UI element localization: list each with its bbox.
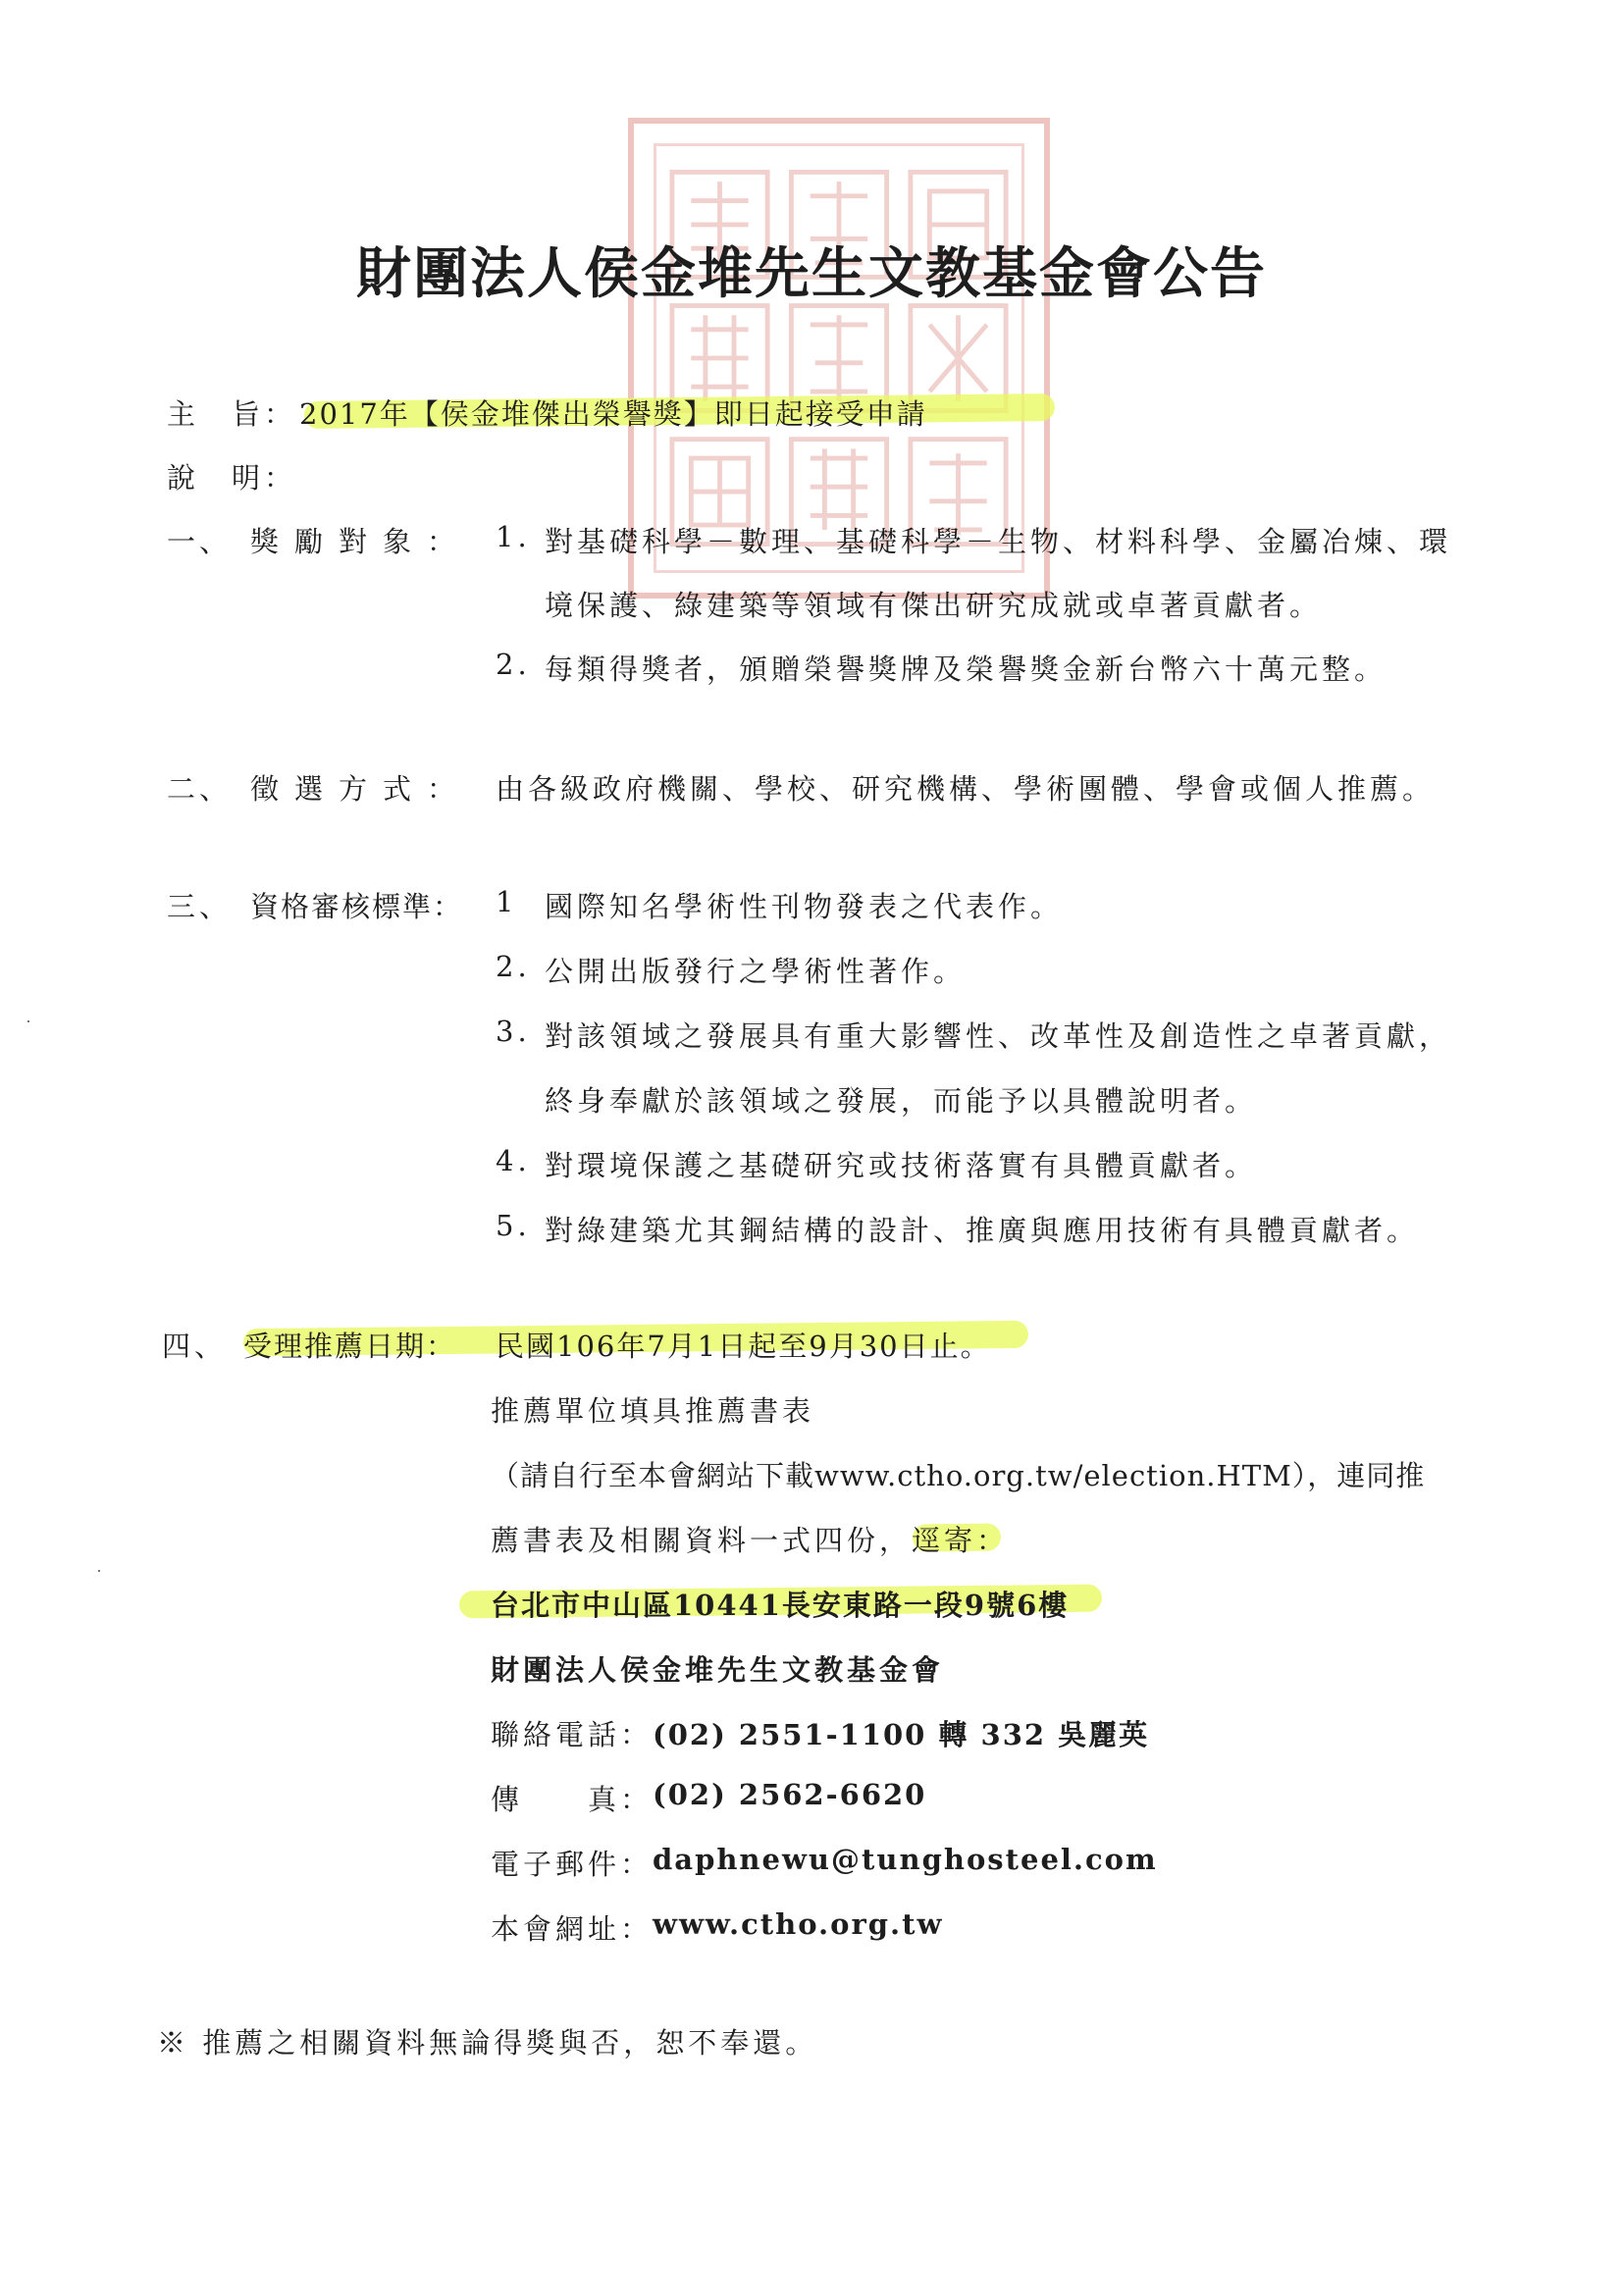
section-3-item-3-line-2: 終身奉獻於該領域之發展，而能予以具體說明者。 <box>545 1084 1258 1118</box>
section-3-item-3-number: 3. <box>496 1015 531 1048</box>
section-4-line-3: 薦書表及相關資料一式四份，逕寄： <box>491 1524 1010 1557</box>
section-1-label: 獎勵對象： <box>250 525 472 558</box>
scan-speck <box>27 1020 29 1022</box>
period-text: 民國106年7月1日起至9月30日止。 <box>496 1330 991 1363</box>
section-3-label: 資格審核標準： <box>250 890 464 923</box>
section-3-item-5-number: 5. <box>496 1209 531 1242</box>
subject-text: 2017年【侯金堆傑出榮譽獎】即日起接受申請 <box>299 397 927 431</box>
section-3-item-1-line-1: 國際知名學術性刊物發表之代表作。 <box>545 890 1064 923</box>
section-3-item-4-line-1: 對環境保護之基礎研究或技術落實有具體貢獻者。 <box>545 1149 1258 1182</box>
footnote: ※ 推薦之相關資料無論得獎與否，恕不奉還。 <box>157 2026 818 2060</box>
section-1-number: 一、 <box>167 525 233 558</box>
section-3-item-4-number: 4. <box>496 1144 531 1177</box>
section-2-label: 徵選方式： <box>250 772 472 806</box>
foundation-name: 財團法人侯金堆先生文教基金會 <box>491 1653 945 1687</box>
scan-speck <box>98 1570 100 1572</box>
section-2-number: 二、 <box>167 772 233 806</box>
section-1-item-1-line-2: 境保護、綠建築等領域有傑出研究成就或卓著貢獻者。 <box>545 589 1323 622</box>
section-3-item-5-line-1: 對綠建築尤其鋼結構的設計、推廣與應用技術有具體貢獻者。 <box>545 1214 1420 1247</box>
explanation-label: 說 明： <box>167 461 297 495</box>
section-2-text: 由各級政府機關、學校、研究機構、學術團體、學會或個人推薦。 <box>496 772 1436 806</box>
fax-value: (02) 2562-6620 <box>653 1778 927 1811</box>
section-4-line-1: 推薦單位填具推薦書表 <box>491 1394 815 1428</box>
section-1-item-1-number: 1. <box>496 520 531 553</box>
section-3-item-2-number: 2. <box>496 950 531 983</box>
section-3-number: 三、 <box>167 890 233 923</box>
section-4-line-2: （請自行至本會網站下載www.ctho.org.tw/election.HTM），連同推 <box>491 1459 1426 1492</box>
section-4-number: 四、 <box>162 1330 228 1363</box>
email-value[interactable]: daphnewu@tunghosteel.com <box>653 1843 1158 1876</box>
phone-label: 聯絡電話： <box>491 1718 654 1751</box>
address: 台北市中山區10441長安東路一段9號6樓 <box>491 1589 1070 1622</box>
section-1-item-2-number: 2. <box>496 648 531 681</box>
subject-label: 主 旨： <box>167 397 297 431</box>
page-title: 財團法人侯金堆先生文教基金會公告 <box>356 242 1267 306</box>
section-3-item-3-line-1: 對該領域之發展具有重大影響性、改革性及創造性之卓著貢獻， <box>545 1019 1452 1053</box>
section-4-label: 受理推薦日期： <box>243 1330 457 1363</box>
fax-label: 傳 真： <box>491 1783 654 1816</box>
section-3-item-1-number: 1 <box>496 885 518 918</box>
section-1-item-1-line-1: 對基礎科學－數理、基礎科學－生物、材料科學、金屬冶煉、環 <box>545 525 1452 558</box>
website-value[interactable]: www.ctho.org.tw <box>653 1907 944 1941</box>
section-1-item-2-line-1: 每類得獎者，頒贈榮譽獎牌及榮譽獎金新台幣六十萬元整。 <box>545 652 1387 686</box>
email-label: 電子郵件： <box>491 1848 654 1881</box>
website-label: 本會網址： <box>491 1912 654 1946</box>
phone-value: (02) 2551-1100 轉 332 吳麗英 <box>653 1718 1150 1751</box>
section-3-item-2-line-1: 公開出版發行之學術性著作。 <box>545 955 967 988</box>
